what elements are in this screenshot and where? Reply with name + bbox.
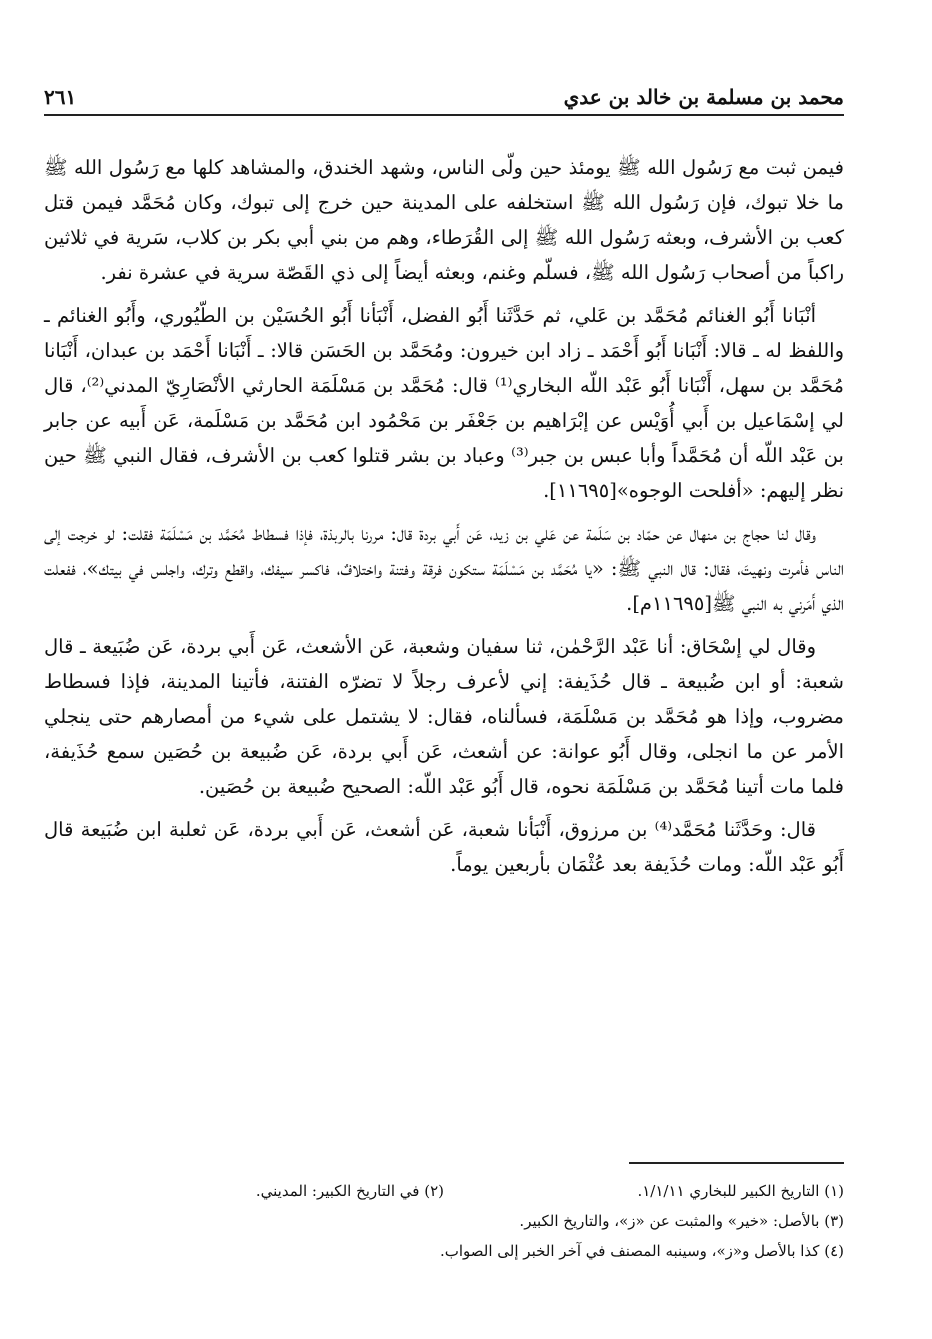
paragraph-1: فيمن ثبت مع رَسُول الله ﷺ يومئذ حين ولّى الناس، وشهد الخندق، والمشاهد كلها مع رَسُول الله ﷺ ما خلا تبوك، فإن رَسُول الله ﷺ استخلفه على المدينة حين خرج إلى تبوك، وكان مُحَمَّد فيمن قتل كعب بن الأشرف، وبعثه رَسُول الله ﷺ إلى القُرَطاء، وهم من بني أبي بكر بن كلاب، سَرية في ثلاثين راكباً من أصحاب رَسُول الله ﷺ، فسلّم وغنم، وبعثه أيضاً إلى ذي القَصّة سرية في عشرة نفر.	[44, 156, 845, 284]
footnote-1: (١) التاريخ الكبير للبخاري ١/١/١١.	[637, 1182, 844, 1200]
paragraph-5: قال: وحَدَّثَنا مُحَمَّد⁽⁴⁾ بن مرزوق، أَنْبَأنا شعبة، عَن أشعث، عَن أَبي بردة، عَن ثعلبة ابن ضُبَيعة قال أَبُو عَبْد اللّه: ومات حُذَيفة بعد عُثْمَان بأربعين يوماً.	[44, 818, 844, 876]
footnote-3: (٣) بالأصل: «خير» والمثبت عن «ز»، والتاريخ الكبير.	[519, 1212, 844, 1230]
footnote-row	[44, 1236, 844, 1266]
footnote-row	[44, 1206, 844, 1236]
paragraph-2: أنْبَانا أَبُو الغنائم مُحَمَّد بن عَلي، ثم حَدَّثَنا أَبُو الفضل، أَنْبَأنا أَبُو الحُسَيْن بن الطّيُوري، وأَبُو الغنائم ـ واللفظ له ـ قالا: أَنْبَانا أَبُو أَحْمَد ـ زاد ابن خيرون: ومُحَمَّد بن الحَسَن قالا: ـ أَنْبَانا أَحْمَد بن عبدان، أَنْبَانا مُحَمَّد بن سهل، أَنْبَانا أَبُو عَبْد اللّه البخاري⁽¹⁾ قال: مُحَمَّد بن مَسْلَمَة الحارثي الأنْصَارِيّ المدني⁽²⁾، قال لي إسْمَاعيل بن أَبي أُوَيْس عن إبْرَاهيم بن جَعْفَر بن مَحْمُود ابن مُحَمَّد بن مَسْلَمة، عَن أَبيه عن جابر بن عَبْد اللّه أن مُحَمَّداً وأبا عبس بن جبر⁽³⁾ وعباد بن بشر قتلوا كعب بن الأشرف، فقال النبي ﷺ حين نظر إليهم: «أفلحت الوجوه»[١١٦٩٥].	[44, 304, 844, 502]
footnotes	[44, 1176, 844, 1266]
main-text	[44, 150, 844, 890]
paragraph-3: وقال لنا حجاج بن منهال عن حمّاد بن سَلَمة عن عَلي بن زيد، عَن أَبي بردة قال: مررنا بالربذة، فإذا فسطاط مُحَمَّد بن مَسْلَمَة فقلت: لو خرجت إلى الناس فأمرت ونهيتَ، فقال: قال النبي ﷺ: «يا مُحَمَّد بن مَسْلَمَة ستكون فرقة وفتنة واختلافٌ، فاكسر سيفك، واقطع وترك، واجلس في بيتك»، ففعلت الذي أَمَرني به النبي ﷺ[١١٦٩٥م].	[44, 522, 844, 615]
running-title: محمد بن مسلمة بن خالد بن عدي	[563, 85, 844, 109]
footnote-2: (٢) في التاريخ الكبير: المديني.	[255, 1182, 444, 1200]
page-number: ٢٦١	[44, 85, 77, 109]
footnote-separator	[629, 1162, 844, 1164]
footnote-row	[44, 1176, 844, 1206]
footnote-4: (٤) كذا بالأصل و«ز»، وسينبه المصنف في آخر الخبر إلى الصواب.	[439, 1242, 844, 1260]
page-header	[44, 80, 844, 116]
paragraph-4: وقال لي إسْحَاق: أنا عَبْد الرَّحْمٰن، ثنا سفيان وشعبة، عَن الأشعث، عَن أَبي بردة، عَن ضُبَيعة ـ قال شعبة: أو ابن ضُبيعة ـ قال حُذَيفة: إني لأعرف رجلاً لا تضرّه الفتنة، فأتينا المدينة، فإذا فسطاط مضروب، وإذا هو مُحَمَّد بن مَسْلَمَة، فسألناه، فقال: لا يشتمل على شيء من أمصارهم حتى ينجلي الأمر عن ما انجلى، وقال أَبُو عوانة: عن أشعث، عَن أَبي بردة، عَن ضُبيعة بن حُصَين سمع حُذَيفة، فلما مات أتينا مُحَمَّد بن مَسْلَمَة نحوه، قال أَبُو عَبْد اللّه: الصحيح ضُبيعة بن حُصَين.	[44, 635, 844, 798]
